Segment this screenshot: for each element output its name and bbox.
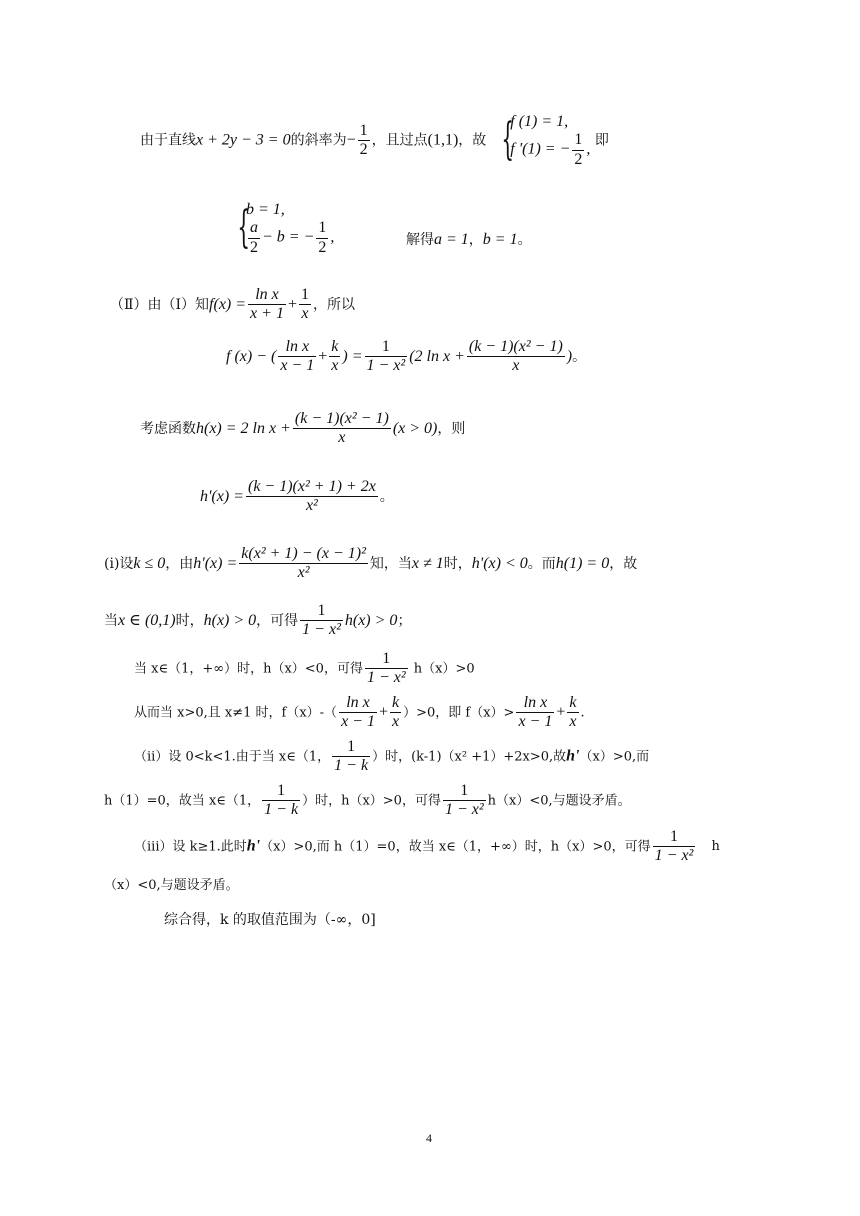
text: 。 <box>379 488 394 505</box>
text: 考虑函数 <box>140 420 196 437</box>
math: ) <box>566 347 573 365</box>
denominator: x <box>338 429 346 447</box>
fraction <box>248 286 286 324</box>
equation-system <box>246 200 334 257</box>
statement-line-11 <box>134 738 649 776</box>
text: ，由 <box>165 555 194 572</box>
numerator: (k − 1)(x² − 1) <box>467 338 565 357</box>
math: k ≤ 0 <box>133 554 166 572</box>
fraction <box>329 338 340 376</box>
math-sign: − <box>346 131 356 149</box>
math-point: (1,1) <box>427 131 459 149</box>
text: 的斜率为 <box>290 132 347 149</box>
statement-line-8 <box>104 602 411 640</box>
denominator: 1 − k <box>264 801 299 819</box>
numerator: ln x <box>278 338 316 357</box>
numerator: (k − 1)(x² + 1) + 2x <box>246 478 378 497</box>
denominator: x <box>569 713 577 731</box>
math: (2 ln x + <box>409 347 465 365</box>
fraction <box>358 122 370 160</box>
text: （ii）设 0<k<1.由于当 x∈（1， <box>134 749 331 765</box>
numerator: k <box>329 338 340 357</box>
text: ）时，h（x）>0，可得 <box>302 793 441 809</box>
statement-line-3 <box>110 286 355 324</box>
math: x ≠ 1 <box>411 554 444 572</box>
statement-line-7 <box>104 545 637 583</box>
statement-line-2-solution <box>406 230 532 249</box>
text: （x）<0,与题设矛盾。 <box>104 878 239 893</box>
numerator: ln x <box>339 694 377 713</box>
text: 当 x∈（1，+∞）时，h（x）<0，可得 <box>134 661 363 677</box>
denominator: x + 1 <box>250 305 284 323</box>
numerator: 1 <box>365 650 408 669</box>
denominator: x <box>512 357 520 375</box>
text: ； <box>397 612 412 629</box>
equation-system <box>510 112 590 169</box>
text: 。而 <box>527 555 556 572</box>
page-number: 4 <box>426 1131 432 1145</box>
system-row: f (1) = 1, <box>510 113 569 130</box>
math-line-equation: x + 2y − 3 = 0 <box>196 131 291 149</box>
math: h'(x) = <box>193 554 238 572</box>
denominator: x <box>331 357 339 375</box>
denominator: x <box>301 305 309 323</box>
fraction <box>572 131 584 169</box>
math: + <box>318 347 328 365</box>
numerator: 1 <box>653 828 696 847</box>
system-row <box>246 219 334 257</box>
denominator: 2 <box>250 238 258 256</box>
math: f(x) = <box>209 295 247 313</box>
statement-line-9 <box>134 650 475 688</box>
numerator: (k − 1)(x² − 1) <box>293 410 391 429</box>
math: h'(x) < 0 <box>471 554 528 572</box>
statement-line-13 <box>134 828 720 866</box>
fraction <box>239 545 368 583</box>
text: h（1）=0，故当 x∈（1， <box>104 793 261 809</box>
math: + <box>556 703 566 721</box>
text: 时， <box>443 555 472 572</box>
text: ，故 <box>458 132 487 149</box>
numerator: 1 <box>572 131 584 150</box>
math: f (x) − ( <box>226 347 277 365</box>
text: ）>0，即 f（x）> <box>403 705 515 721</box>
text: （x）>0,而 <box>579 749 650 765</box>
text: 时， <box>175 612 204 629</box>
numerator: 1 <box>299 286 311 305</box>
text: 知，当 <box>369 555 412 572</box>
math: h' <box>246 837 261 855</box>
text: ）时，(k-1)（x² +1）+2x>0,故 <box>372 749 567 765</box>
fraction <box>365 338 408 376</box>
fraction <box>390 694 401 732</box>
fraction <box>467 338 565 376</box>
numerator: ln x <box>516 694 554 713</box>
text: （iii）设 k≥1.此时 <box>134 839 247 855</box>
fraction <box>365 650 408 688</box>
fraction <box>262 782 300 820</box>
statement-line-2 <box>222 200 334 257</box>
brace: { <box>237 202 250 254</box>
text: ， <box>468 232 483 248</box>
statement-line-14 <box>104 878 239 894</box>
denominator: 1 − x² <box>366 669 406 687</box>
denominator: 1 − x² <box>366 357 406 375</box>
numerator: 1 <box>262 782 300 801</box>
denominator: 2 <box>359 140 368 158</box>
fraction <box>339 694 377 732</box>
numerator: k <box>567 694 578 713</box>
math: h'(x) = <box>200 487 244 505</box>
numerator: a <box>248 219 260 238</box>
fraction <box>443 782 486 820</box>
numerator: 1 <box>358 122 370 141</box>
numerator: 1 <box>365 338 408 357</box>
numerator: 1 <box>443 782 486 801</box>
numerator: 1 <box>300 602 343 621</box>
text: ，且过点 <box>371 132 428 149</box>
statement-line-6 <box>200 478 394 516</box>
numerator: 1 <box>316 219 328 238</box>
text: ，所以 <box>312 296 355 313</box>
numerator: ln x <box>248 286 286 305</box>
math: x ∈ (0,1) <box>118 611 176 629</box>
text: 。 <box>572 348 587 365</box>
fraction <box>316 219 328 257</box>
text: 从而当 x>0,且 x≠1 时，f（x）-（ <box>134 705 338 721</box>
math: + <box>287 295 297 313</box>
numerator: k(x² + 1) − (x − 1)² <box>239 545 368 564</box>
text: h（x）>0 <box>409 661 475 677</box>
math-b-value: b = 1 <box>482 231 518 248</box>
statement-line-12 <box>104 782 631 820</box>
math: ) = <box>342 347 363 365</box>
fraction <box>516 694 554 732</box>
text: h <box>711 839 720 855</box>
math: h(x) = 2 ln x + <box>196 419 291 437</box>
math: + <box>378 703 388 721</box>
math: h' <box>566 747 580 765</box>
statement-line-5 <box>140 410 465 448</box>
denominator: x² <box>297 564 310 582</box>
statement-line-10 <box>134 694 585 732</box>
text: 由于直线 <box>140 132 196 149</box>
fraction <box>567 694 578 732</box>
text: （x）>0,而 h（1）=0，故当 x∈（1，+∞）时，h（x）>0，可得 <box>260 839 651 855</box>
text: 当 <box>104 612 118 629</box>
fraction <box>332 738 370 776</box>
fraction <box>246 478 378 516</box>
fraction <box>299 286 311 324</box>
math: , <box>586 140 591 158</box>
denominator: x − 1 <box>341 713 375 731</box>
fraction <box>293 410 391 448</box>
text: . <box>580 705 585 721</box>
denominator: 1 − x² <box>302 621 341 639</box>
text: 综合得，k 的取值范围为（-∞，0] <box>164 912 376 928</box>
denominator: 1 − k <box>334 757 369 775</box>
text: 即 <box>594 132 609 149</box>
math-a-value: a = 1 <box>434 231 469 248</box>
text: ，可得 <box>256 612 299 629</box>
denominator: 2 <box>574 150 583 168</box>
denominator: x² <box>305 497 318 515</box>
brace: { <box>501 114 515 166</box>
numerator: 1 <box>332 738 370 757</box>
math: h(1) = 0 <box>555 554 610 572</box>
denominator: x − 1 <box>280 357 315 375</box>
math: , <box>330 228 335 246</box>
system-row: b = 1, <box>246 201 285 218</box>
fraction <box>278 338 316 376</box>
text: 。 <box>517 232 532 248</box>
text: (i)设 <box>104 555 134 572</box>
denominator: x <box>392 713 400 731</box>
text: ，则 <box>437 420 466 437</box>
math: h(x) > 0 <box>203 611 257 629</box>
text: 解得 <box>406 232 434 248</box>
math-domain: (x > 0) <box>392 419 438 437</box>
fraction <box>653 828 696 866</box>
math: − b = − <box>262 228 315 246</box>
statement-line-1 <box>140 112 609 169</box>
numerator: k <box>390 694 401 713</box>
denominator: 1 − x² <box>654 847 694 865</box>
math: h(x) > 0 <box>344 611 398 629</box>
text: （Ⅱ）由（Ⅰ）知 <box>110 296 210 313</box>
denominator: 2 <box>318 238 327 256</box>
statement-line-4 <box>226 338 586 376</box>
system-row <box>510 131 590 169</box>
conclusion-line <box>164 912 376 929</box>
fraction <box>300 602 343 640</box>
denominator: x − 1 <box>518 713 553 731</box>
text: h（x）<0,与题设矛盾。 <box>487 793 631 809</box>
text: ，故 <box>609 555 638 572</box>
denominator: 1 − x² <box>444 801 484 819</box>
math: f '(1) = − <box>510 140 571 158</box>
